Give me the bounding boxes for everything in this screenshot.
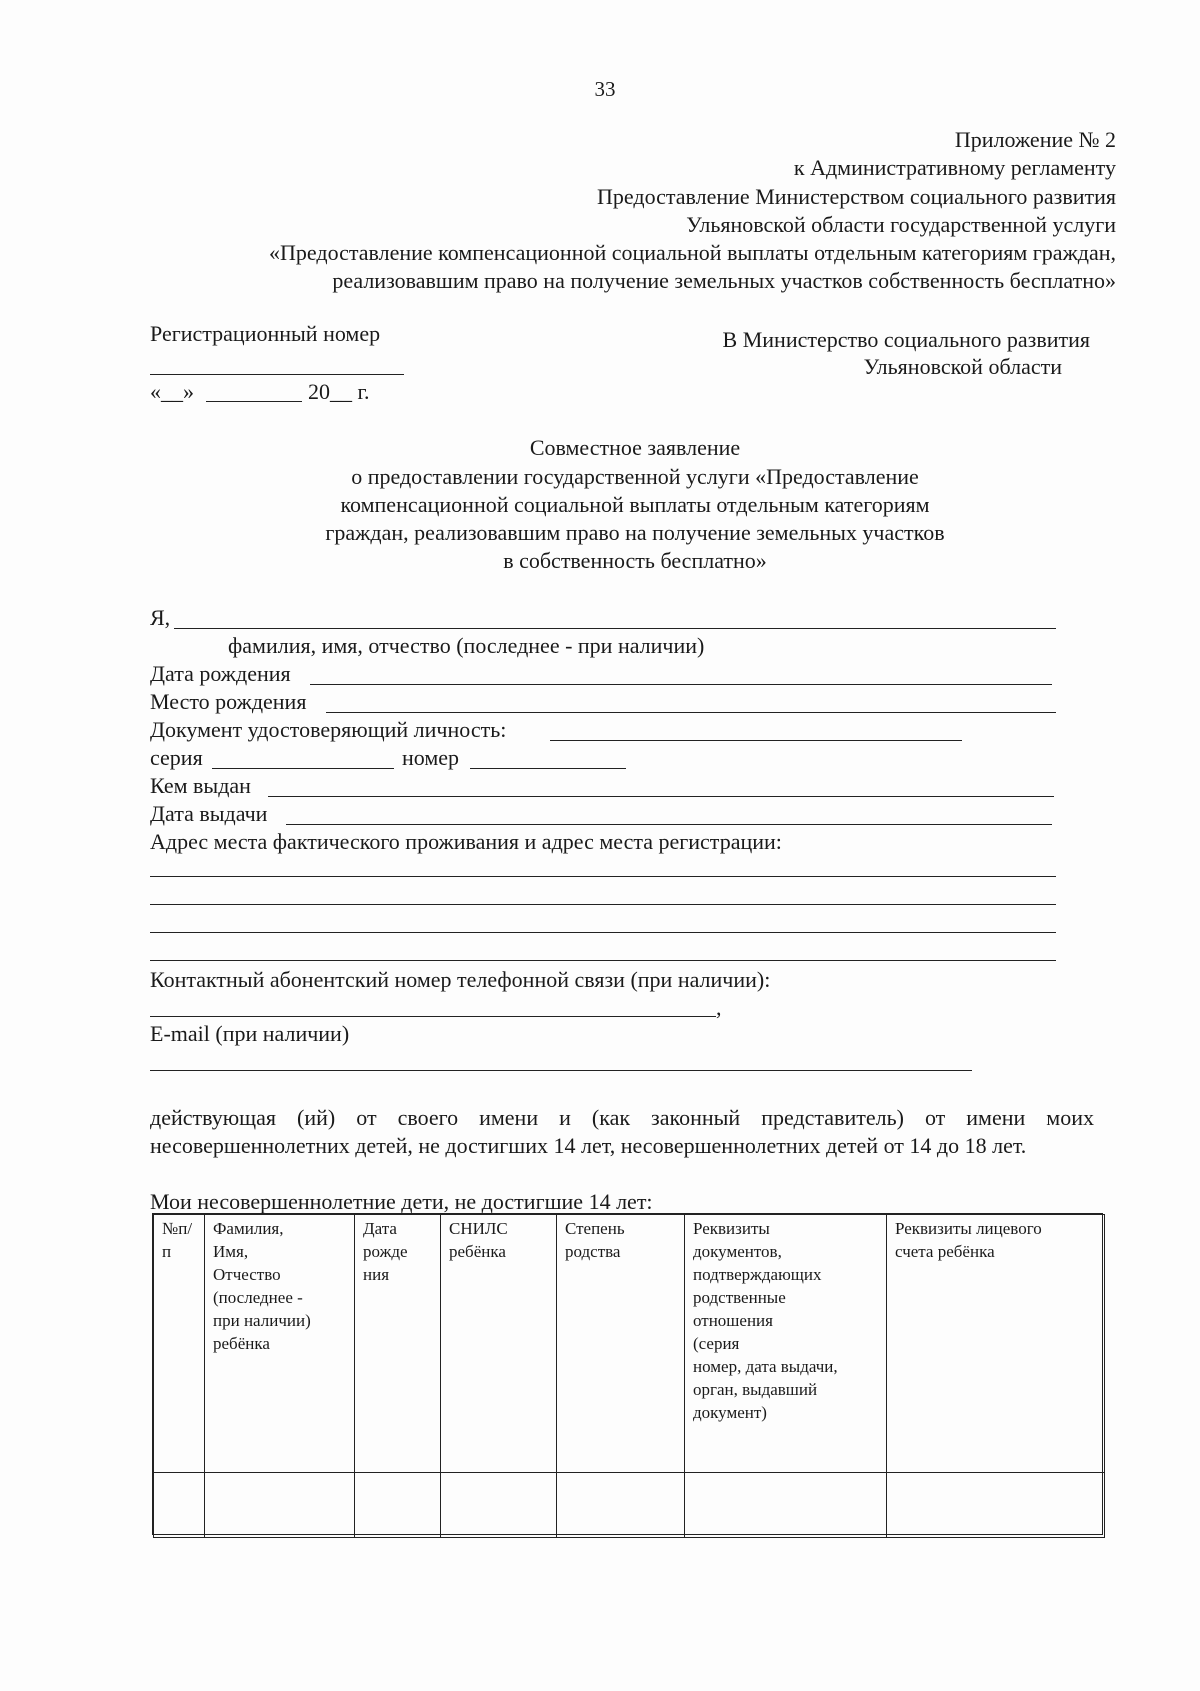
document-subtitle-4: в собственность бесплатно» — [503, 548, 767, 573]
registration-date-month-field[interactable] — [206, 401, 302, 402]
id-document-field[interactable] — [550, 740, 962, 741]
column-header-account: Реквизиты лицевого счета ребёнка — [887, 1215, 1105, 1473]
fio-hint: фамилия, имя, отчество (последнее - при наличии) — [228, 633, 705, 658]
phone-comma: , — [716, 995, 722, 1020]
column-header-birth-date: Дата рожде ния — [355, 1215, 441, 1473]
birth-place-label: Место рождения — [150, 689, 307, 714]
document-subtitle-1: о предоставлении государственной услуги «Предоставление — [351, 464, 919, 489]
issue-date-label: Дата выдачи — [150, 801, 268, 826]
address-label: Адрес места фактического проживания и адрес места регистрации: — [150, 829, 782, 854]
appendix-service-name-2: реализовавшим право на получение земельных участков собственность бесплатно» — [332, 268, 1116, 293]
table-cell[interactable] — [557, 1473, 685, 1538]
address-field-3[interactable] — [150, 932, 1056, 933]
column-header-fio: Фамилия, Имя, Отчество (последнее - при наличии) ребёнка — [205, 1215, 355, 1473]
registration-date-year: 20__ г. — [308, 379, 370, 404]
table-row — [154, 1473, 1105, 1538]
registration-number-field[interactable] — [150, 374, 404, 375]
table-cell[interactable] — [441, 1473, 557, 1538]
address-field-4[interactable] — [150, 960, 1056, 961]
number-label: номер — [402, 745, 460, 770]
addressee-region: Ульяновской области — [863, 354, 1062, 379]
issue-date-field[interactable] — [286, 824, 1052, 825]
series-label: серия — [150, 745, 203, 770]
email-label: E-mail (при наличии) — [150, 1021, 350, 1046]
addressee-ministry: В Министерство социального развития — [722, 327, 1090, 352]
table-cell[interactable] — [887, 1473, 1105, 1538]
phone-field[interactable] — [150, 1016, 716, 1017]
series-field[interactable] — [212, 768, 394, 769]
appendix-region: Ульяновской области государственной услуги — [686, 212, 1116, 237]
applicant-i-label: Я, — [150, 605, 171, 630]
table-cell[interactable] — [685, 1473, 887, 1538]
birth-place-field[interactable] — [326, 712, 1056, 713]
document-subtitle-3: граждан, реализовавшим право на получение земельных участков — [325, 520, 945, 545]
children-heading: Мои несовершеннолетние дети, не достигшие 14 лет: — [150, 1189, 653, 1214]
address-field-2[interactable] — [150, 904, 1056, 905]
appendix-number: Приложение № 2 — [954, 127, 1116, 152]
number-field[interactable] — [470, 768, 626, 769]
table-cell[interactable] — [355, 1473, 441, 1538]
children-table — [152, 1213, 1103, 1535]
page-number: 33 — [594, 77, 616, 101]
registration-number-label: Регистрационный номер — [150, 321, 381, 346]
phone-label: Контактный абонентский номер телефонной связи (при наличии): — [150, 967, 771, 992]
appendix-ministry: Предоставление Министерством социального развития — [597, 184, 1116, 209]
table-header-row — [154, 1215, 1105, 1473]
id-document-label: Документ удостоверяющий личность: — [150, 717, 507, 742]
issued-by-label: Кем выдан — [150, 773, 251, 798]
table-cell[interactable] — [154, 1473, 205, 1538]
column-header-snils: СНИЛС ребёнка — [441, 1215, 557, 1473]
column-header-relationship: Степень родства — [557, 1215, 685, 1473]
birth-date-field[interactable] — [310, 684, 1052, 685]
applicant-fio-field[interactable] — [174, 628, 1056, 629]
document-subtitle-2: компенсационной социальной выплаты отдельным категориям — [340, 492, 930, 517]
table-cell[interactable] — [205, 1473, 355, 1538]
document-title: Совместное заявление — [529, 435, 741, 460]
address-field-1[interactable] — [150, 876, 1056, 877]
email-field[interactable] — [150, 1070, 972, 1071]
acting-paragraph: действующая (ий) от своего имени и (как законный представитель) от имени моих несовершеннолетних детей, не достигших 14 лет, несовершеннолетних детей от 14 до 18 лет. — [150, 1105, 1094, 1158]
appendix-regulation: к Административному регламенту — [793, 155, 1116, 180]
registration-date-day: «__» — [150, 379, 194, 404]
column-header-documents: Реквизиты документов, подтверждающих родственные отношения (серия номер, дата выдачи, орган, выдавший документ) — [685, 1215, 887, 1473]
birth-date-label: Дата рождения — [150, 661, 291, 686]
appendix-service-name-1: «Предоставление компенсационной социальной выплаты отдельным категориям граждан, — [269, 240, 1116, 265]
issued-by-field[interactable] — [268, 796, 1054, 797]
column-header-number: №п/ п — [154, 1215, 205, 1473]
